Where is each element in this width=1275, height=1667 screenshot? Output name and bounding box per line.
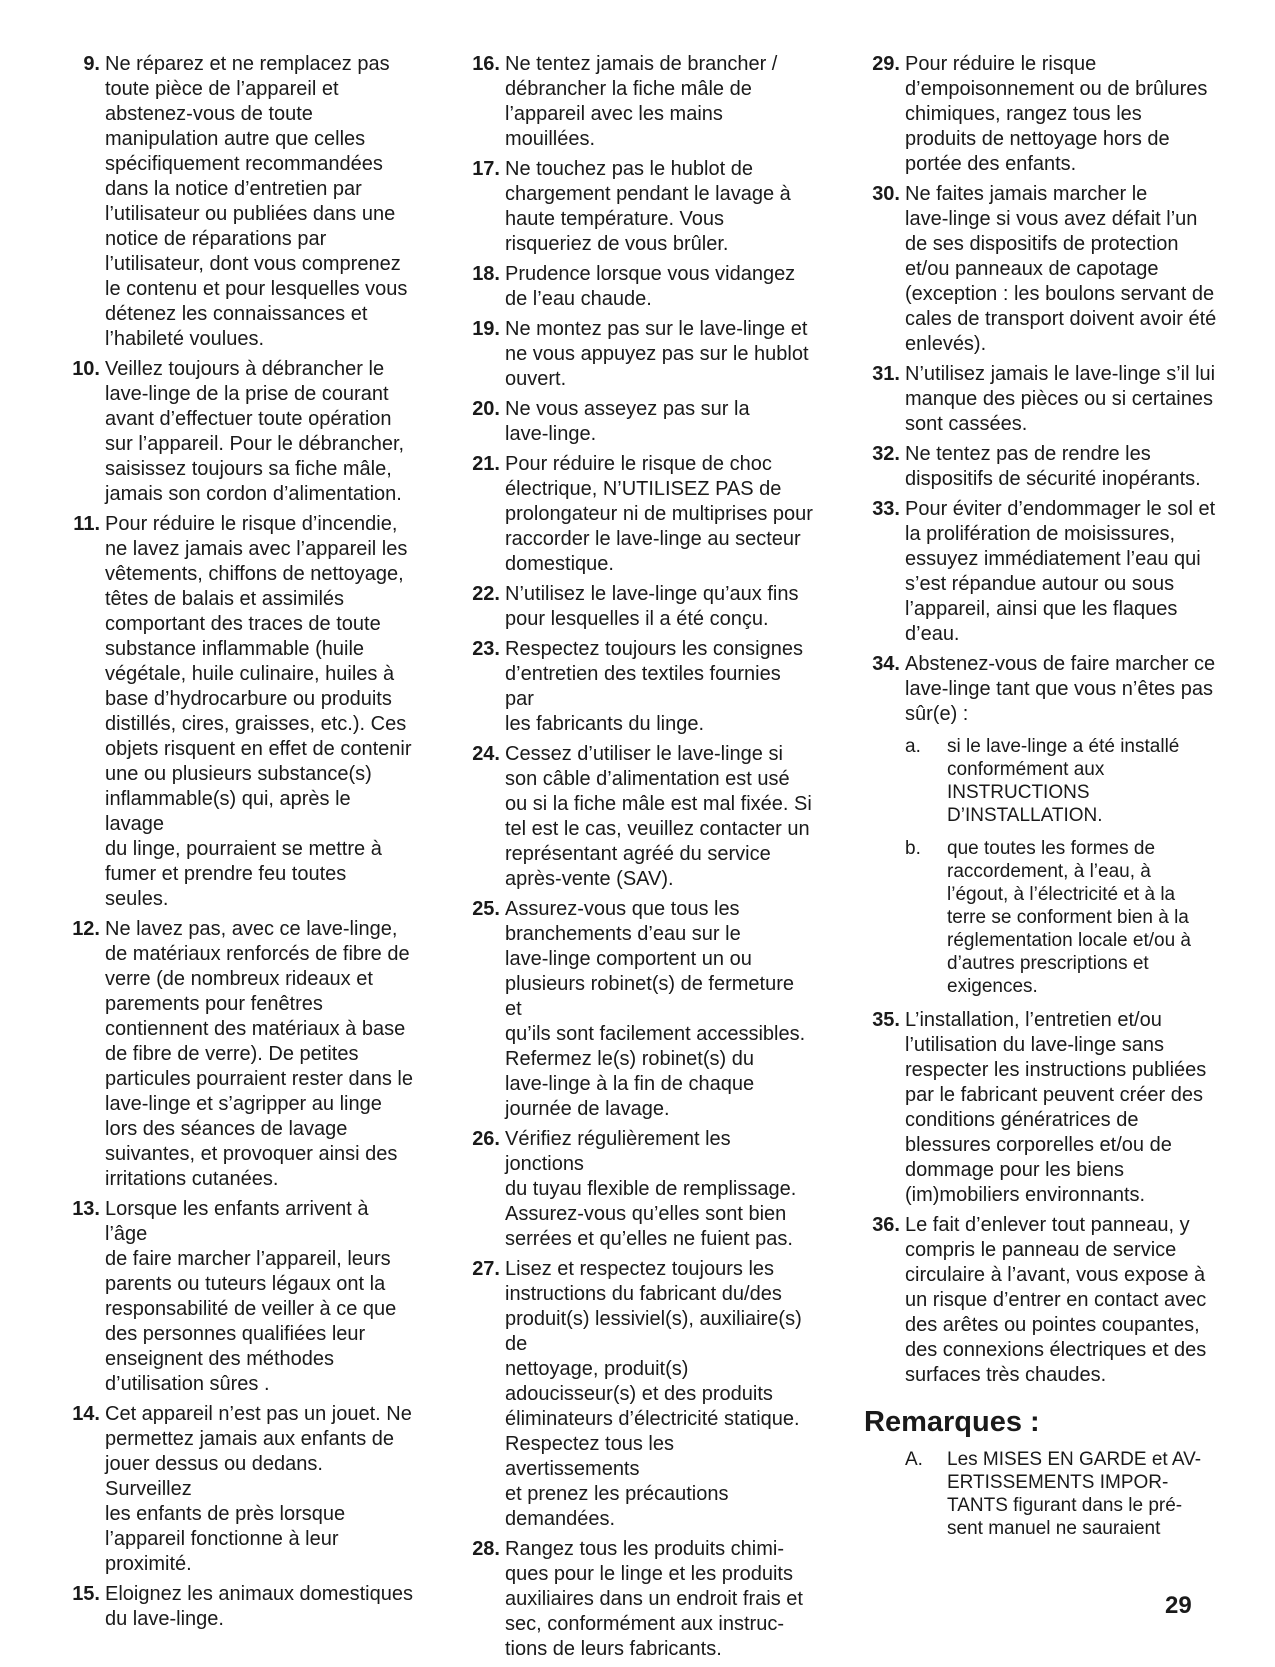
list-item: 22. N’utilisez le lave-linge qu’aux fins pour lesquelles il a été conçu. — [472, 583, 799, 630]
column-1 — [58, 52, 413, 1637]
sub-item: a. si le lave-linge a été installé conformément aux INSTRUCTIONS D’INSTALLATION. — [905, 736, 1180, 826]
list-item: 25. Assurez-vous que tous les branchements d’eau sur le lave-linge comportent un ou plusieurs robinet(s) de fermeture et qu’ils sont facilement accessibles. Refermez le(s) robinet(s) du lave-linge à la fin de chaque journée de lavage. — [472, 898, 806, 1120]
list-item: 29. Pour réduire le risque d’empoisonnement ou de brûlures chimiques, rangez tous les produits de nettoyage hors de portée des enfants. — [872, 53, 1208, 175]
list-item: 19. Ne montez pas sur le lave-linge et ne vous appuyez pas sur le hublot ouvert. — [472, 318, 809, 390]
list-item: 13. Lorsque les enfants arrivent à l’âge de faire marcher l’appareil, leurs parents ou tuteurs légaux ont la responsabilité de veiller à ce que des personnes qualifiées leur enseignent des méthodes d’utilisation sûres . — [72, 1198, 397, 1395]
list-item: 12. Ne lavez pas, avec ce lave-linge, de matériaux renforcés de fibre de verre (de nombreux rideaux et parements pour fenêtres contiennent des matériaux à base de fibre de verre). De petites particules pourraient rester dans le lave-linge et s’agripper au linge lors des séances de lavage suivantes, et provoquer ainsi des irritations cutanées. — [72, 918, 413, 1190]
list-item: 9. Ne réparez et ne remplacez pas toute pièce de l’appareil et abstenez-vous de toute manipulation autre que celles spécifiquement recommandées dans la notice d’entretien par l’utilisateur ou publiées dans une notice de réparations par l’utilisateur, dont vous comprenez le contenu et pour lesquelles vous détenez les connaissances et l’habileté voulues. — [83, 53, 408, 350]
list-item: 17. Ne touchez pas le hublot de chargement pendant le lavage à haute température. Vous risqueriez de vous brûler. — [472, 158, 791, 255]
list-item: 16. Ne tentez jamais de brancher / débrancher la fiche mâle de l’appareil avec les mains mouillées. — [472, 53, 778, 150]
list-item: 36. Le fait d’enlever tout panneau, y compris le panneau de service circulaire à l’avant, vous expose à un risque d’entrer en contact avec des arêtes ou pointes coupantes, des connexions électriques et des surfaces très chaudes. — [872, 1214, 1207, 1386]
column-3 — [858, 52, 1223, 1540]
list-item: 10. Veillez toujours à débrancher le lave-linge de la prise de courant avant d’effectuer toute opération sur l’appareil. Pour le débrancher, saisissez toujours sa fiche mâle, jamais son cordon d’alimentation. — [72, 358, 405, 505]
list-item: 18. Prudence lorsque vous vidangez de l’eau chaude. — [472, 263, 796, 310]
list-item: 31. N’utilisez jamais le lave-linge s’il lui manque des pièces ou si certaines sont cassées. — [872, 363, 1216, 435]
list-item: 28. Rangez tous les produits chimi- ques pour le linge et les produits auxiliaires dans un endroit frais et sec, conformément aux instruc- tions de leurs fabricants. — [472, 1538, 803, 1660]
remarks-heading: Remarques : — [864, 1406, 1040, 1438]
list-item: 26. Vérifiez régulièrement les jonctions du tuyau flexible de remplissage. Assurez-vous qu’elles sont bien serrées et qu’elles ne fuient pas. — [472, 1128, 797, 1250]
list-item: 32. Ne tentez pas de rendre les dispositifs de sécurité inopérants. — [872, 443, 1201, 490]
list-item: 33. Pour éviter d’endommager le sol et la prolifération de moisissures, essuyez immédiatement l’eau qui s’est répandue autour ou sous l’appareil, ainsi que les flaques d’eau. — [872, 498, 1216, 645]
list-item: 11. Pour réduire le risque d’incendie, ne lavez jamais avec l’appareil les vêtements, chiffons de nettoyage, têtes de balais et assimilés comportant des traces de toute substance inflammable (huile végétale, huile culinaire, huiles à base d’hydrocarbure ou produits distillés, cires, graisses, etc.). Ces objets risquent en effet de contenir une ou plusieurs substance(s) inflammable(s) qui, après le lavage du linge, pourraient se mettre à fumer et prendre feu toutes seules. — [73, 513, 412, 910]
list-item: 14. Cet appareil n’est pas un jouet. Ne permettez jamais aux enfants de jouer dessus ou dedans. Surveillez les enfants de près lorsque l’appareil fonctionne à leur proximité. — [72, 1403, 412, 1575]
list-item: 21. Pour réduire le risque de choc électrique, N’UTILISEZ PAS de prolongateur ni de multiprises pour raccorder le lave-linge au secteur domestique. — [472, 453, 813, 575]
list-item: 23. Respectez toujours les consignes d’entretien des textiles fournies par les fabricants du linge. — [472, 638, 803, 735]
list-item: 20. Ne vous asseyez pas sur la lave-linge. — [472, 398, 750, 445]
column-2 — [458, 52, 813, 1667]
list-item: 35. L’installation, l’entretien et/ou l’utilisation du lave-linge sans respecter les instructions publiées par le fabricant peuvent créer des conditions génératrices de blessures corporelles et/ou de dommage pour les biens (im)mobiliers environnants. — [872, 1009, 1207, 1206]
list-item: 24. Cessez d’utiliser le lave-linge si son câble d’alimentation est usé ou si la fiche mâle est mal fixée. Si tel est le cas, veuillez contacter un représentant agréé du service après-vente (SAV). — [472, 743, 812, 890]
sub-list-34 — [905, 735, 1223, 998]
page-number: 29 — [1165, 1592, 1192, 1619]
sub-item: b. que toutes les formes de raccordement, à l’eau, à l’égout, à l’électricité et à la terre se conforment bien à la réglementation locale et/ou à d’autres prescriptions et exigences. — [905, 838, 1191, 997]
list-item: 34. Abstenez-vous de faire marcher ce lave-linge tant que vous n’êtes pas sûr(e) : — [872, 653, 1216, 725]
list-item: 30. Ne faites jamais marcher le lave-linge si vous avez défait l’un de ses dispositifs de protection et/ou panneaux de capotage (exception : les boulons servant de cales de transport doivent avoir été enlevés). — [872, 183, 1217, 355]
list-item: 27. Lisez et respectez toujours les instructions du fabricant du/des produit(s) lessiviel(s), auxiliaire(s) de nettoyage, produit(s) adoucisseur(s) et des produits éliminateurs d’électricité statique. Respectez tous les avertissements et prenez les précautions demandées. — [472, 1258, 802, 1530]
list-item: 15. Eloignez les animaux domestiques du lave-linge. — [72, 1583, 413, 1630]
remark-item: A. Les MISES EN GARDE et AV- ERTISSEMENTS IMPOR- TANTS figurant dans le pré- sent manuel ne sauraient — [905, 1449, 1202, 1539]
